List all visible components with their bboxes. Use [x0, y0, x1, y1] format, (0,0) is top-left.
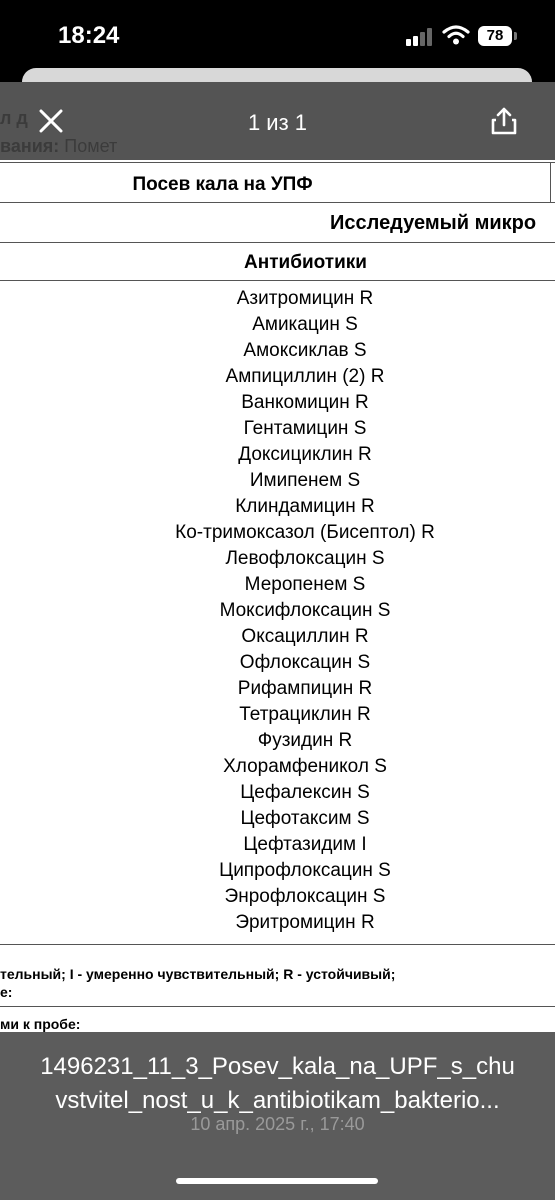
status-bar	[0, 0, 555, 70]
list-item: Гентамицин S	[243, 418, 367, 439]
list-item: Рифампицин R	[237, 678, 373, 699]
list-item: Офлоксацин S	[239, 652, 371, 673]
table-border	[0, 280, 555, 281]
list-item: Доксициклин R	[238, 444, 372, 465]
list-item: Амоксиклав S	[243, 340, 367, 361]
list-item: Эритромицин R	[235, 912, 375, 933]
section-title: Посев кала на УПФ	[132, 174, 313, 195]
battery-tip	[514, 32, 517, 40]
file-date: 10 апр. 2025 г., 17:40	[190, 1114, 365, 1134]
list-item: Клиндамицин R	[235, 496, 375, 517]
list-item: Тетрациклин R	[239, 704, 371, 725]
page-counter: 1 из 1	[247, 110, 308, 135]
table-border	[0, 162, 555, 163]
legend-text-2: е:	[0, 984, 13, 1000]
list-item: Оксациллин R	[241, 626, 369, 647]
document-page	[0, 82, 555, 1032]
list-item: Ципрофлоксацин S	[219, 860, 391, 881]
list-item: Левофлоксацин S	[225, 548, 385, 569]
battery-icon: 78	[478, 26, 512, 46]
status-time: 18:24	[58, 22, 120, 49]
file-name-line-2: vstvitel_nost_u_k_antibiotikam_bakterio...	[55, 1087, 500, 1114]
wifi-icon	[442, 25, 470, 45]
list-item: Энрофлоксацин S	[224, 886, 386, 907]
list-item: Цефотаксим S	[240, 808, 370, 829]
list-item: Хлорамфеникол S	[223, 756, 387, 777]
table-border	[0, 202, 555, 203]
antibiotics-list	[0, 286, 555, 936]
cellular-signal-icon	[406, 28, 434, 46]
list-item: Азитромицин R	[236, 288, 374, 309]
microbe-header: Исследуемый микро	[330, 212, 537, 234]
comment-label: ми к пробе:	[0, 1016, 81, 1032]
list-item: Ко-тримоксазол (Бисептол) R	[175, 522, 435, 543]
file-name	[0, 1050, 555, 1118]
list-item: Ванкомицин R	[241, 392, 369, 413]
list-item: Цефтазидим I	[243, 834, 367, 855]
list-item: Моксифлоксацин S	[219, 600, 391, 621]
share-icon[interactable]	[490, 106, 518, 136]
list-item: Цефалексин S	[240, 782, 370, 803]
table-border	[550, 162, 551, 202]
legend-text: тельный; I - умеренно чувствительный; R - устойчивый;	[0, 966, 396, 982]
list-item: Амикацин S	[252, 314, 358, 335]
antibiotics-header: Антибиотики	[244, 252, 367, 273]
list-item: Меропенем S	[244, 574, 366, 595]
table-border	[0, 944, 555, 945]
table-border	[0, 1006, 555, 1007]
list-item: Имипенем S	[249, 470, 361, 491]
home-indicator[interactable]	[176, 1178, 378, 1184]
table-border	[0, 242, 555, 243]
list-item: Фузидин R	[257, 730, 353, 751]
list-item: Ампициллин (2) R	[225, 366, 385, 387]
file-name-line-1: 1496231_11_3_Posev_kala_na_UPF_s_chu	[40, 1053, 515, 1080]
